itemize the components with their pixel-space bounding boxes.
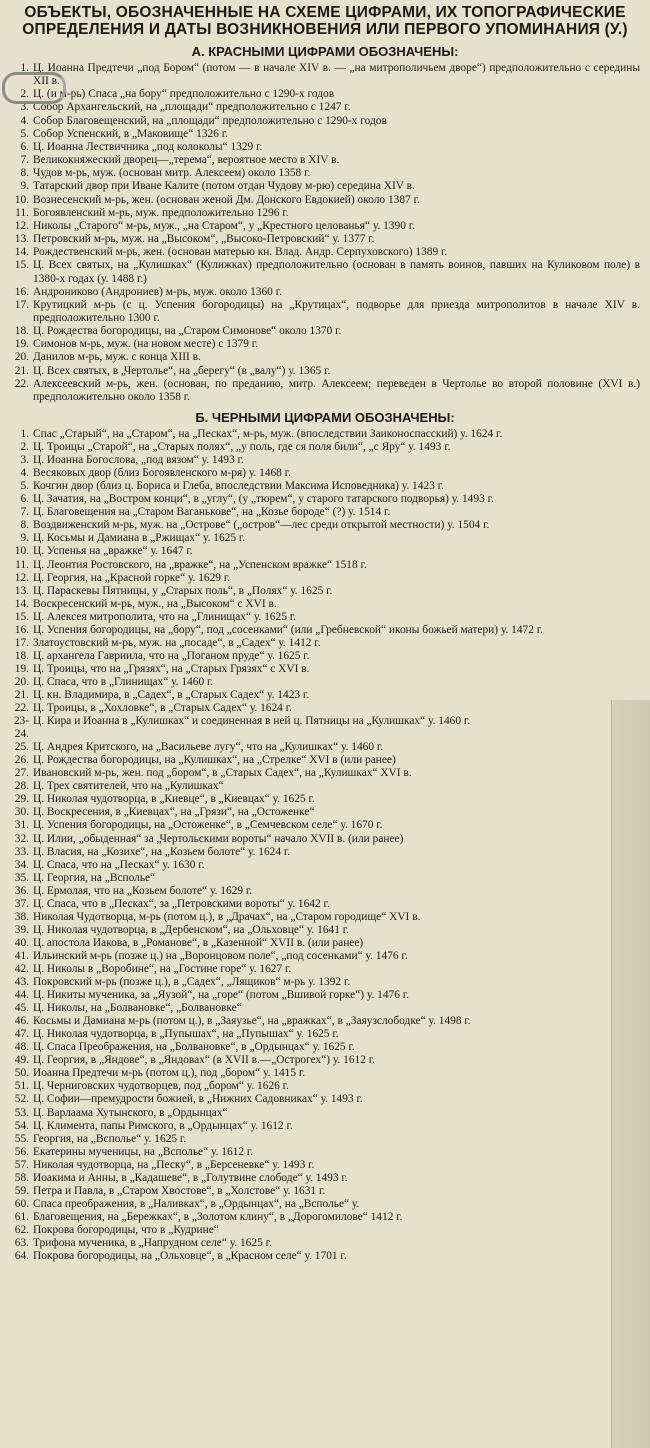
list-item: [10, 885, 640, 898]
list-item: [10, 1133, 640, 1146]
item-number: 11.: [15, 206, 29, 219]
list-item: [10, 428, 640, 441]
section-b-list: [10, 428, 640, 1263]
item-number: 47.: [14, 1028, 29, 1041]
item-text: Ц. Трех святителей, что на „Кулишках“: [33, 780, 224, 793]
item-number: 21.: [14, 364, 29, 377]
list-item: [10, 286, 640, 299]
item-number: 18.: [14, 649, 29, 662]
list-item: [10, 650, 640, 663]
list-item: [10, 1159, 640, 1172]
item-text: Ц. Воскресения, в „Киевцах“, на „Грязи“, на „Остоженке“: [33, 806, 315, 819]
item-text: Покрова богородицы, на „Ольховце“, в „Красном селе“ у. 1701 г.: [33, 1250, 347, 1263]
item-text: Ц. Николы в „Воробине“, на „Гостине горе“ у. 1627 г.: [33, 962, 292, 975]
list-item: [10, 1041, 640, 1054]
list-item: [10, 702, 640, 715]
item-number: 42.: [14, 962, 29, 975]
item-text: Великокняжеский дворец—„терема“, вероятное место в XIV в.: [33, 154, 340, 167]
item-number: 23-24.: [13, 715, 29, 741]
list-item: [10, 859, 640, 872]
item-text: Николы „Старого“ м-рь, муж., „на Старом“, у „Крестного целованья“ у. 1390 г.: [33, 219, 415, 232]
document-title: ОБЪЕКТЫ, ОБОЗНАЧЕННЫЕ НА СХЕМЕ ЦИФРАМИ, ИХ ТОПОГРАФИЧЕСКИЕ ОПРЕДЕЛЕНИЯ И ДАТЫ ВОЗНИКНОВЕНИЯ ИЛИ ПЕРВОГО УПОМИНАНИЯ (У.): [22, 4, 628, 38]
item-text: Иоанна Предтечи м-рь (потом ц.), под „бором“ у. 1415 г.: [33, 1067, 306, 1080]
list-item: [10, 1185, 640, 1198]
item-number: 15.: [14, 610, 29, 623]
item-text: Златоустовский м-рь, муж. на „посаде“, в „Садех“ у. 1412 г.: [33, 636, 321, 649]
item-number: 5.: [20, 480, 29, 493]
list-item: [10, 220, 640, 233]
list-item: [10, 88, 640, 101]
item-text: Ц. Иоанна Лествичника „под колоколы“ 1329 г.: [33, 140, 263, 153]
list-item: [10, 1120, 640, 1133]
item-number: 14.: [14, 246, 29, 259]
list-item: [10, 559, 640, 572]
item-text: Ц. Георгия, в „Яндове“, в „Яндовах“ (в XVII в.—„Острогех“) у. 1612 г.: [33, 1054, 376, 1067]
item-text: Ц. Николая чудотворца, в „Пупышах“, на „Пупышах“ у. 1625 г.: [33, 1028, 339, 1041]
item-number: 51.: [14, 1080, 29, 1093]
item-number: 3.: [20, 101, 29, 114]
item-number: 2.: [20, 88, 29, 101]
item-text: Николая Чудотворца, м-рь (потом ц.), в „Драчах“, на „Старом городище“ XVI в.: [33, 910, 421, 923]
list-item: [10, 480, 640, 493]
item-text: Ц. Илии, „обыденная“ за „Чертольскими вороты“ начало XVII в. (или ранее): [33, 832, 404, 845]
torn-page-edge: [611, 700, 650, 1448]
list-item: [10, 637, 640, 650]
list-item: [10, 299, 640, 325]
list-item: [10, 467, 640, 480]
list-item: [10, 506, 640, 519]
item-number: 13.: [14, 233, 29, 246]
item-number: 63.: [14, 1236, 29, 1249]
item-text: Покровский м-рь (позже ц.), в „Садех“, „Лящиков“ м-рь у. 1392 г.: [33, 976, 351, 989]
item-text: Ц. Никиты мученика, за „Яузой“, на „горе“ (потом „Вшивой горке“) у. 1476 г.: [33, 989, 410, 1002]
list-item: [10, 207, 640, 220]
list-item: [10, 115, 640, 128]
item-number: 57.: [14, 1158, 29, 1171]
list-item: [10, 806, 640, 819]
item-number: 21.: [14, 689, 29, 701]
item-number: 22.: [14, 377, 29, 390]
item-text: Ц. (и м-рь) Спаса „на бору“ предположительно с 1290-х годов: [33, 88, 335, 101]
item-number: 6.: [20, 140, 29, 153]
list-item: [10, 715, 640, 741]
item-number: 50.: [14, 1067, 29, 1080]
item-text: Ц. Параскевы Пятницы, у „Старых поль“, в „Полях“ у. 1625 г.: [33, 584, 333, 597]
item-number: 10.: [14, 545, 29, 558]
item-text: Ивановский м-рь, жен. под „бором“, в „Старых Садех“, на „Кулишках“ XVI в.: [33, 767, 412, 780]
item-text: Ц. Ермолая, что на „Козьем болоте“ у. 1629 г.: [33, 884, 253, 897]
item-text: Екатерины мученицы, на „Всполье“ у. 1612 г.: [33, 1145, 254, 1158]
item-number: 29.: [14, 793, 29, 806]
item-number: 34.: [14, 858, 29, 871]
list-item: [10, 846, 640, 859]
item-text: Спас „Старый“, на „Старом“, на „Песках“, м-рь, муж. (впоследствии Заиконоспасский) у. 1624 г.: [33, 428, 503, 441]
item-text: Ц. Леонтия Ростовского, на „вражке“, на „Успенском вражке“ 1518 г.: [33, 558, 367, 571]
item-number: 27.: [14, 767, 29, 780]
item-number: 4.: [20, 114, 29, 127]
item-text: Георгия, на „Всполье“ у. 1625 г.: [33, 1132, 187, 1145]
item-number: 15.: [14, 259, 29, 272]
list-item: [10, 611, 640, 624]
item-number: 17.: [14, 636, 29, 649]
list-item: [10, 1107, 640, 1120]
list-item: [10, 441, 640, 454]
item-text: Ц. Софии—премудрости божией, в „Нижних Садовниках“ у. 1493 г.: [33, 1093, 363, 1106]
item-number: 10.: [14, 193, 29, 206]
item-number: 38.: [14, 910, 29, 923]
item-text: Петра и Павла, в „Старом Хвостове“, в „Холстове“ у. 1631 г.: [33, 1184, 326, 1197]
item-number: 7.: [20, 506, 29, 519]
list-item: [10, 493, 640, 506]
item-number: 43.: [14, 976, 29, 989]
list-item: [10, 1067, 640, 1080]
item-number: 61.: [14, 1210, 29, 1223]
item-text: Ц. Спаса, что в „Песках“, за „Петровскими вороты“ у. 1642 г.: [33, 897, 330, 910]
list-item: [10, 246, 640, 259]
list-item: [10, 924, 640, 937]
item-number: 52.: [14, 1093, 29, 1106]
list-item: [10, 676, 640, 689]
item-text: Ц. Успения богородицы, на „бору“, под „сосенками“ (или „Гребневской“ иконы божьей матери) у. 1472 г.: [33, 623, 544, 636]
item-number: 49.: [14, 1054, 29, 1067]
list-item: [10, 351, 640, 364]
item-text: Ц. Зачатия, на „Востром конци“, в „углу“, (у „тюрем“, у старого татарского подворья) у. 1493 г.: [33, 493, 494, 506]
list-item: [10, 1015, 640, 1028]
item-text: Петровский м-рь, муж. на „Высоком“, „Высоко-Петровский“ у. 1377 г.: [33, 233, 375, 246]
item-number: 41.: [14, 949, 29, 962]
section-b-heading: Б. ЧЕРНЫМИ ЦИФРАМИ ОБОЗНАЧЕНЫ:: [195, 410, 455, 426]
list-item: [10, 1080, 640, 1093]
item-text: Ц. Косьмы и Дамиана в „Ржищах“ у. 1625 г.: [33, 532, 246, 545]
item-number: 35.: [14, 871, 29, 884]
item-number: 37.: [14, 897, 29, 910]
item-text: Вознесенский м-рь, жен. (основан женой Дм. Донского Евдокией) около 1387 г.: [33, 193, 420, 206]
item-number: 55.: [14, 1132, 29, 1145]
item-text: Весяковых двор (близ Богоявленского м-ря) у. 1468 г.: [33, 467, 291, 480]
item-text: Иоакима и Анны, в „Кадашеве“, в „Голутвине слободе“ у. 1493 г.: [33, 1171, 348, 1184]
list-item: [10, 1002, 640, 1015]
item-text: Спаса преображения, в „Наливках“, в „Ордынцах“, на „Всполье“ у.: [33, 1197, 360, 1210]
list-item: [10, 454, 640, 467]
item-number: 8.: [20, 519, 29, 532]
item-text: Чудов м-рь, муж. (основан митр. Алексеем) около 1358 г.: [33, 167, 311, 180]
list-item: [10, 663, 640, 676]
list-item: [10, 1237, 640, 1250]
item-text: Ц. Андрея Критского, на „Васильеве лугу“, что на „Кулишках“ у. 1460 г.: [33, 741, 384, 754]
section-a-heading: А. КРАСНЫМИ ЦИФРАМИ ОБОЗНАЧЕНЫ:: [191, 44, 459, 59]
item-text: Ц. Троицы, что на „Грязях“, на „Старых Грязях“ с XVI в.: [33, 662, 310, 675]
item-number: 16.: [14, 623, 29, 636]
item-number: 26.: [14, 754, 29, 767]
item-number: 45.: [14, 1002, 29, 1015]
item-text: Симонов м-рь, муж. (на новом месте) с 1379 г.: [33, 338, 258, 351]
item-text: Татарский двор при Иване Калите (потом отдан Чудову м-рю) середина XIV в.: [33, 180, 415, 193]
item-number: 31.: [14, 819, 29, 832]
item-text: Косьмы и Дамиана м-рь (потом ц.), в „Заяузье“, на „вражках“, в „Заяузслободке“ у. 1498 г.: [33, 1015, 471, 1028]
list-item: [10, 1028, 640, 1041]
item-number: 1.: [20, 62, 29, 74]
item-text: Ц. Успенья на „вражке“ у. 1647 г.: [33, 545, 193, 558]
list-item: [10, 1250, 640, 1263]
item-number: 4.: [20, 467, 29, 480]
item-number: 12.: [14, 571, 29, 584]
list-item: [10, 585, 640, 598]
list-item: [10, 767, 640, 780]
item-text: Ц. Спаса, что в „Глинищах“ у. 1460 г.: [33, 675, 214, 688]
item-number: 22.: [14, 702, 29, 715]
item-number: 48.: [14, 1041, 29, 1054]
item-text: Рождественский м-рь, жен. (основан матерью кн. Влад. Андр. Серпуховского) 1389 г.: [33, 246, 448, 259]
item-number: 18.: [14, 325, 29, 338]
list-item: [10, 898, 640, 911]
list-item: [10, 819, 640, 832]
item-number: 36.: [14, 884, 29, 897]
section-a-list: [10, 62, 640, 404]
list-item: [10, 128, 640, 141]
item-text: Ц. Рождества богородицы, на „Старом Симонове“ около 1370 г.: [33, 325, 342, 338]
item-text: Ц. Климента, папы Римского, в „Ордынцах“ у. 1612 г.: [33, 1119, 293, 1132]
item-number: 9.: [20, 532, 29, 545]
list-item: [10, 989, 640, 1002]
list-item: [10, 378, 640, 404]
item-number: 13.: [14, 584, 29, 597]
item-text: Ц. Кира и Иоанна в „Кулишках“ и соединенная в ней ц. Пятницы на „Кулишках“ у. 1460 г.: [33, 715, 471, 728]
list-item: [10, 325, 640, 338]
item-number: 8.: [20, 167, 29, 180]
list-item: [10, 101, 640, 114]
item-text: Данилов м-рь, муж. с конца XIII в.: [33, 351, 201, 364]
item-text: Ц. Спаса, что на „Песках“ у. 1630 г.: [33, 858, 205, 871]
item-number: 19.: [14, 338, 29, 351]
list-item: [10, 338, 640, 351]
item-number: 30.: [14, 806, 29, 819]
list-item: [10, 365, 640, 378]
list-item: [10, 1198, 640, 1211]
list-item: [10, 754, 640, 767]
item-text: Ц. Георгия, на „Красной горке“ у. 1629 г.: [33, 571, 231, 584]
list-item: [10, 833, 640, 846]
item-text: Воскресенский м-рь, муж., на „Высоком“ с XVI в.: [33, 597, 277, 610]
item-text: Алексеевский м-рь, жен. (основан, по преданию, митр. Алексеем; переведен в Чертолье во второй половине (XVI в.) предположительно около 1358 г.: [33, 377, 640, 403]
item-number: 33.: [14, 845, 29, 858]
item-text: Богоявленский м-рь, муж. предположительно 1296 г.: [33, 206, 289, 219]
item-text: Ц. Всех святых, на „Кулишках“ (Кулижках) предположительно (основан в память воинов, павших на Куликовом поле) в 1380-х годах (у. 1488 г.): [33, 259, 640, 285]
list-item: [10, 233, 640, 246]
item-text: Ц. архангела Гавриила, что на „Поганом пруде“ у. 1625 г.: [33, 649, 310, 662]
list-item: [10, 963, 640, 976]
item-number: 20.: [14, 351, 29, 364]
item-text: Ц. Спаса Преображения, на „Болвановке“, в „Ордынцах“ у. 1625 г.: [33, 1041, 355, 1054]
list-item: [10, 911, 640, 924]
list-item: [10, 689, 640, 702]
list-item: [10, 793, 640, 806]
item-text: Ц. Николая чудотворца, в „Дербенском“, на „Ольховце“ у. 1641 г.: [33, 923, 349, 936]
item-text: Собор Архангельский, на „площади“ предположительно с 1247 г.: [33, 101, 351, 114]
item-number: 5.: [20, 127, 29, 140]
item-number: 53.: [14, 1106, 29, 1119]
item-text: Ц. Алексея митрополита, что на „Глинищах“ у. 1625 г.: [33, 610, 296, 623]
list-item: [10, 937, 640, 950]
list-item: [10, 1211, 640, 1224]
item-number: 16.: [14, 285, 29, 298]
item-text: Ц. Николая чудотворца, в „Киевце“, в „Киевцах“ у. 1625 г.: [33, 793, 315, 806]
list-item: [10, 1054, 640, 1067]
item-number: 11.: [15, 558, 29, 571]
item-number: 40.: [14, 936, 29, 949]
item-number: 12.: [14, 219, 29, 232]
list-item: [10, 780, 640, 793]
list-item: [10, 1093, 640, 1106]
list-item: [10, 141, 640, 154]
list-item: [10, 572, 640, 585]
list-item: [10, 872, 640, 885]
item-number: 32.: [14, 832, 29, 845]
item-number: 2.: [20, 441, 29, 454]
list-item: [10, 598, 640, 611]
list-item: [10, 545, 640, 558]
list-item: [10, 167, 640, 180]
item-text: Ц. Благовещения на „Старом Ваганькове“, на „Козье бороде“ (?) у. 1514 г.: [33, 506, 391, 519]
item-text: Ц. Черниговских чудотворцев, под „бором“ у. 1626 г.: [33, 1080, 289, 1093]
list-item: [10, 741, 640, 754]
item-text: Ц. апостола Иакова, в „Романове“, в „Казенной“ XVII в. (или ранее): [33, 936, 364, 949]
list-item: [10, 1224, 640, 1237]
list-item: [10, 532, 640, 545]
item-text: Покрова богородицы, что в „Кудрине“: [33, 1223, 219, 1236]
item-text: Воздвиженский м-рь, муж. на „Острове“ („остров“—лес среди открытой местности) у. 1504 г.: [33, 519, 490, 532]
item-text: Ц. кн. Владимира, в „Садех“, в „Старых Садех“ у. 1423 г.: [33, 689, 310, 701]
item-number: 1.: [20, 428, 29, 441]
item-text: Трифона мученика, в „Напрудном селе“ у. 1625 г.: [33, 1236, 272, 1249]
item-text: Николая чудотворца, на „Песку“, в „Берсеневке“ у. 1493 г.: [33, 1158, 315, 1171]
item-text: Ц. Всех святых, в „Чертолье“, на „берегу“ (в „валу“) у. 1365 г.: [33, 364, 331, 377]
list-item: [10, 1172, 640, 1185]
item-number: 9.: [20, 180, 29, 193]
item-number: 19.: [14, 662, 29, 675]
list-item: [10, 62, 640, 88]
item-text: Ц. Троицы „Старой“, на „Старых полях“, „у поль, где ся поля били“, „с Яру“ у. 1493 г.: [33, 441, 451, 454]
item-number: 7.: [20, 154, 29, 167]
item-number: 56.: [14, 1145, 29, 1158]
item-text: Крутицкий м-рь (с ц. Успения богородицы) на „Крутицах“, подворье для приезда митрополитов в начале XIV в. предположительно 1300 г.: [33, 298, 640, 324]
item-text: Собор Успенский, в „Маковище“ 1326 г.: [33, 127, 228, 140]
list-item: [10, 950, 640, 963]
list-item: [10, 180, 640, 193]
list-item: [10, 259, 640, 285]
item-number: 58.: [14, 1171, 29, 1184]
item-number: 39.: [14, 923, 29, 936]
list-item: [10, 624, 640, 637]
item-text: Ц. Иоанна Предтечи „под Бором“ (потом — в начале XIV в. — „на митрополичьем дворе“) предположительно с середины XII в.: [33, 62, 640, 88]
item-number: 28.: [14, 780, 29, 793]
list-item: [10, 519, 640, 532]
item-text: Ц. Власия, на „Козихе“, на „Козьем болоте“ у. 1624 г.: [33, 845, 291, 858]
item-number: 6.: [20, 493, 29, 506]
list-item: [10, 1146, 640, 1159]
item-text: Андрониково (Андрониев) м-рь, муж. около 1360 г.: [33, 285, 282, 298]
item-text: Ц. Троицы, в „Хохловке“, в „Старых Садех“ у. 1624 г.: [33, 702, 292, 715]
item-number: 59.: [14, 1184, 29, 1197]
paper-clip: [2, 72, 66, 104]
item-text: Ц. Успения богородицы, на „Остоженке“, в „Семчевском селе“ у. 1670 г.: [33, 819, 383, 832]
item-number: 25.: [14, 741, 29, 754]
item-text: Ц. Георгия, на „Всполье“: [33, 871, 156, 884]
list-item: [10, 154, 640, 167]
item-number: 44.: [14, 989, 29, 1002]
item-number: 14.: [14, 597, 29, 610]
item-number: 20.: [14, 675, 29, 688]
item-text: Ц. Николы, на „Болвановке“, „Болвановке“: [33, 1002, 242, 1015]
item-number: 60.: [14, 1197, 29, 1210]
item-number: 3.: [20, 454, 29, 467]
item-text: Ц. Иоанна Богослова, „под вязом“ у. 1493 г.: [33, 454, 244, 467]
item-number: 46.: [14, 1015, 29, 1028]
list-item: [10, 976, 640, 989]
item-number: 54.: [14, 1119, 29, 1132]
item-text: Ц. Варлаама Хутынского, в „Ордынцах“: [33, 1106, 228, 1119]
item-text: Ц. Рождества богородицы, на „Кулишках“, на „Стрелке“ XVI в (или ранее): [33, 754, 396, 767]
item-text: Ильинский м-рь (позже ц.) на „Воронцовом поле“, „под сосенками“ у. 1476 г.: [33, 949, 408, 962]
item-number: 62.: [14, 1223, 29, 1236]
item-number: 64.: [14, 1250, 29, 1263]
item-text: Благовещения, на „Бережках“, в „Золотом клину“, в „Дорогомилове“ 1412 г.: [33, 1210, 403, 1223]
item-number: 17.: [14, 298, 29, 311]
item-text: Собор Благовещенский, на „площади“ предположительно с 1290-х годов: [33, 114, 387, 127]
item-text: Кочгин двор (близ ц. Бориса и Глеба, впоследствии Максима Исповедника) у. 1423 г.: [33, 480, 444, 493]
list-item: [10, 194, 640, 207]
